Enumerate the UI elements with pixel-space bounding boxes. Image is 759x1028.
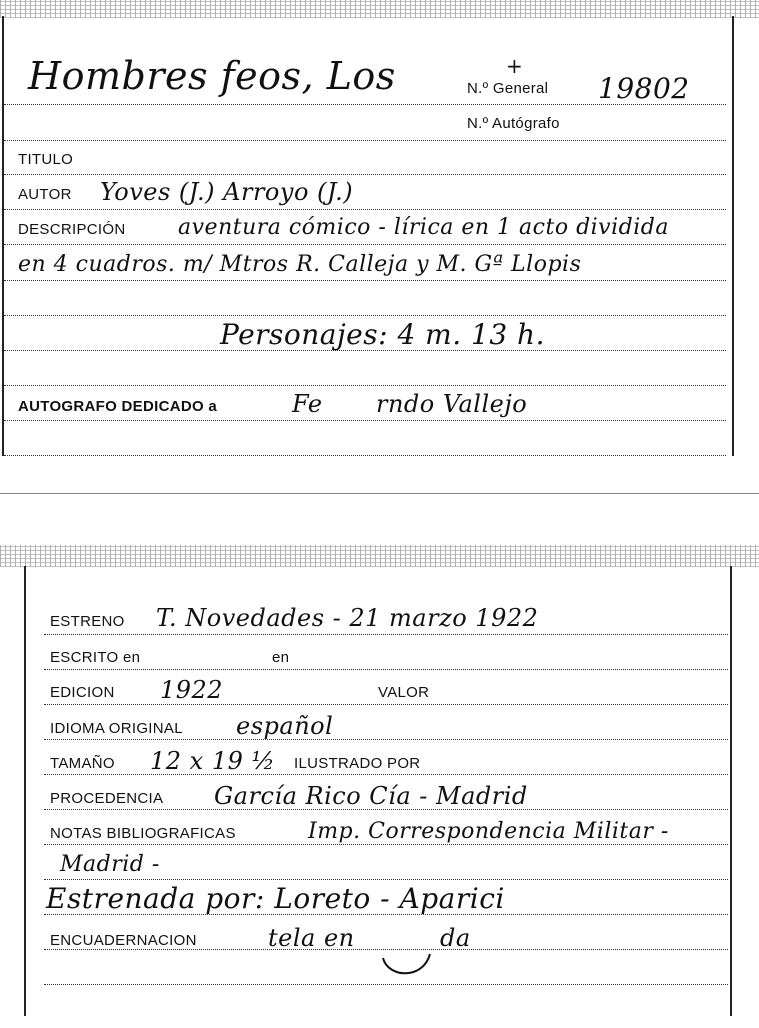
rule-line: [4, 244, 726, 245]
autografo-value-2: rndo Vallejo: [376, 390, 528, 418]
rule-line: [4, 315, 726, 316]
autograph-no-label: N.º Autógrafo: [467, 115, 560, 132]
rule-line: [44, 984, 728, 985]
autor-value: Yoves (J.) Arroyo (J.): [100, 178, 354, 206]
general-no-mark: +: [506, 54, 523, 78]
rule-line: [44, 774, 728, 775]
escrito-en-label: en: [272, 649, 290, 666]
rule-line: [44, 844, 728, 845]
notas-label: NOTAS BIBLIOGRAFICAS: [50, 825, 236, 842]
idioma-label: IDIOMA ORIGINAL: [50, 720, 183, 737]
descripcion-label: DESCRIPCIÓN: [18, 221, 126, 238]
rule-line: [4, 455, 726, 456]
ilustrado-label: ILUSTRADO POR: [294, 755, 421, 772]
rule-line: [44, 634, 728, 635]
valor-label: VALOR: [378, 684, 430, 701]
encuadernacion-label: ENCUADERNACION: [50, 932, 197, 949]
general-no-value: 19802: [598, 72, 690, 105]
rule-line: [4, 174, 726, 175]
autografo-label: AUTOGRAFO DEDICADO a: [18, 398, 218, 415]
notas-value-line1: Imp. Correspondencia Militar -: [308, 819, 669, 844]
estreno-label: ESTRENO: [50, 613, 125, 630]
encuadernacion-value-2: da: [440, 924, 471, 952]
titulo-label: TITULO: [18, 151, 74, 168]
estrenada-value: Estrenada por: Loreto - Aparici: [46, 882, 505, 915]
personajes-value: Personajes: 4 m. 13 h.: [220, 318, 545, 351]
notas-value-line2: Madrid -: [60, 852, 160, 877]
procedencia-value: García Rico Cía - Madrid: [214, 782, 528, 810]
rule-line: [44, 879, 728, 880]
descripcion-value-line2: en 4 cuadros. m/ Mtros R. Calleja y M. Gª Llopis: [18, 252, 582, 277]
rule-line: [4, 140, 726, 141]
estreno-value: T. Novedades - 21 marzo 1922: [156, 604, 539, 632]
rule-line: [4, 280, 726, 281]
descripcion-value-line1: aventura cómico - lírica en 1 acto dividida: [178, 215, 669, 240]
edicion-value: 1922: [160, 676, 224, 704]
general-no-label: N.º General: [467, 80, 549, 97]
catalog-card-top: [0, 0, 759, 495]
autografo-value-1: Fe: [292, 390, 323, 418]
title-handwritten: Hombres feos, Los: [28, 54, 396, 98]
autor-label: AUTOR: [18, 186, 72, 203]
encuadernacion-value-1: tela en: [268, 924, 355, 952]
rule-line: [4, 420, 726, 421]
rule-line: [4, 385, 726, 386]
card-divider: [0, 493, 759, 494]
rule-line: [44, 739, 728, 740]
escrito-label: ESCRITO en: [50, 649, 141, 666]
procedencia-label: PROCEDENCIA: [50, 790, 164, 807]
tamano-label: TAMAÑO: [50, 755, 115, 772]
rule-line: [44, 704, 728, 705]
scan-noise-bottom: [0, 545, 759, 567]
rule-line: [4, 209, 726, 210]
tamano-value: 12 x 19 ½: [150, 747, 276, 775]
edicion-label: EDICION: [50, 684, 115, 701]
idioma-value: español: [236, 712, 334, 740]
rule-line: [44, 669, 728, 670]
punch-hole-mark: [378, 940, 438, 980]
